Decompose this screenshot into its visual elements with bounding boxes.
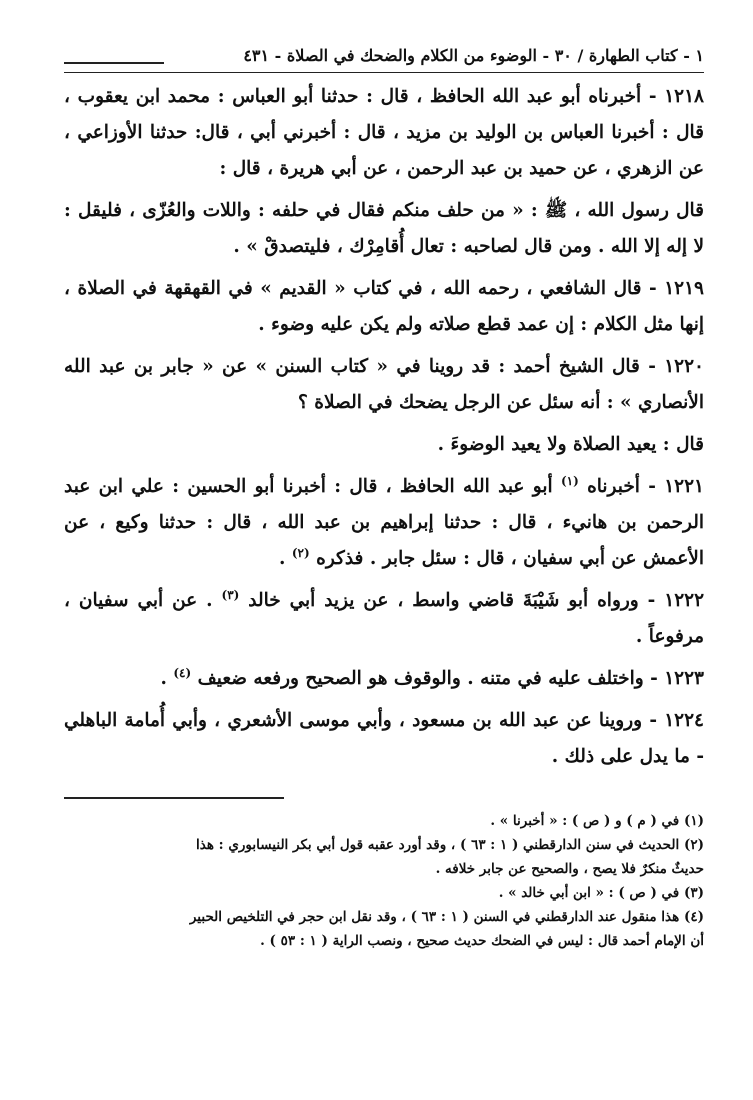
running-header <box>64 40 704 73</box>
paragraph-1224 <box>64 703 704 775</box>
paragraph-text: قال : يعيد الصلاة ولا يعيد الوضوءَ . <box>437 434 704 455</box>
paragraph-number: ١٢٢٣ <box>664 668 704 689</box>
paragraph-text: - وروينا عن عبد الله بن مسعود ، وأبي موسى الأشعري ، وأبي أُمامة الباهلي - ما يدل على ذلك . <box>64 710 704 767</box>
paragraph-text: . <box>160 668 174 689</box>
paragraph-number: ١٢٢٤ <box>664 710 704 731</box>
footnote-1: (١) في ( م ) و ( ص ) : « أخبرنا » . <box>490 812 704 829</box>
paragraph-1219 <box>64 271 704 343</box>
paragraph-number: ١٢١٩ <box>664 278 704 299</box>
book-page <box>64 40 704 953</box>
paragraph-1222 <box>64 583 704 655</box>
paragraph-text: - واختلف عليه في متنه . والوقوف هو الصحيح ورفعه ضعيف <box>191 668 665 689</box>
paragraph-1218 <box>64 79 704 187</box>
paragraph-1223 <box>64 661 704 697</box>
paragraph-text: . <box>278 548 292 569</box>
footnote-4-continued: أن الإمام أحمد قال : ليس في الضحك حديث صحيح ، ونصب الراية ( ١ : ٥٣ ) . <box>260 932 704 949</box>
paragraph-text: - قال الشافعي ، رحمه الله ، في كتاب « القديم » في القهقهة في الصلاة ، إنها مثل الكلام : إن عمد قطع صلاته ولم يكن عليه وضوء . <box>64 278 704 335</box>
paragraph-text: قال رسول الله ، ﷺ : « من حلف منكم فقال في حلفه : واللات والعُزّى ، فليقل : لا إله إلا الله . ومن قال لصاحبه : تعال أُقامِرْك ، فليتصدقْ » . <box>64 200 704 257</box>
paragraph-text: . عن أبي سفيان ، مرفوعاً . <box>64 590 704 647</box>
paragraph-text: - ورواه أبو شَيْبَةَ قاضي واسط ، عن يزيد أبي خالد <box>239 590 665 611</box>
paragraph-1221 <box>64 469 704 577</box>
paragraph-1220 <box>64 349 704 421</box>
paragraph-number: ١٢٢٠ <box>664 356 704 377</box>
footnote-4: (٤) هذا منقول عند الدارقطني في السنن ( ١ : ٦٣ ) ، وقد نقل ابن حجر في التلخيص الحبير <box>189 908 704 925</box>
header-rule <box>64 62 164 64</box>
main-text <box>64 79 704 775</box>
footnote-3: (٣) في ( ص ) : « ابن أبي خالد » . <box>498 884 704 901</box>
answer-text <box>64 427 704 463</box>
footnote-ref-1[interactable]: (١) <box>560 473 579 488</box>
footnote-ref-4[interactable]: (٤) <box>173 665 192 680</box>
footnote-2: (٢) الحديث في سنن الدارقطني ( ١ : ٦٣ ) ، وقد أورد عقبه قول أبي بكر النيسابوري : هذا <box>195 836 704 853</box>
header-title: ١ - كتاب الطهارة / ٣٠ - الوضوء من الكلام والضحك في الصلاة - ٤٣١ <box>243 46 704 65</box>
paragraph-number: ١٢٢٢ <box>664 590 705 611</box>
paragraph-text: - قال الشيخ أحمد : قد روينا في « كتاب السنن » عن « جابر بن عبد الله الأنصاري » : أنه سئل عن الرجل يضحك في الصلاة ؟ <box>64 356 704 413</box>
paragraph-text: - أخبرناه أبو عبد الله الحافظ ، قال : حدثنا أبو العباس : محمد ابن يعقوب ، قال : أخبرنا العباس بن الوليد بن مزيد ، قال : أخبرني أبي ، قال: حدثنا الأوزاعي ، عن الزهري ، عن حميد بن عبد الرحمن ، عن أبي هريرة ، قال : <box>64 86 704 179</box>
paragraph-number: ١٢٢١ <box>664 476 704 497</box>
footnote-divider <box>64 797 284 799</box>
footnote-ref-3[interactable]: (٣) <box>221 587 240 602</box>
paragraph-text: أبو عبد الله الحافظ ، قال : أخبرنا أبو الحسين : علي ابن عبد الرحمن بن هانيء ، قال : حدثنا إبراهيم بن عبد الله ، قال : حدثنا وكيع ، عن الأعمش عن أبي سفيان ، قال : سئل جابر . فذكره <box>64 476 704 569</box>
footnote-ref-2[interactable]: (٢) <box>291 545 310 560</box>
footnotes <box>64 809 704 953</box>
hadith-text <box>64 193 704 265</box>
footnote-2-continued: حديثٌ منكرٌ فلا يصح ، والصحيح عن جابر خلافه . <box>435 860 704 877</box>
paragraph-number: ١٢١٨ <box>664 86 704 107</box>
paragraph-text: - أخبرناه <box>578 476 665 497</box>
